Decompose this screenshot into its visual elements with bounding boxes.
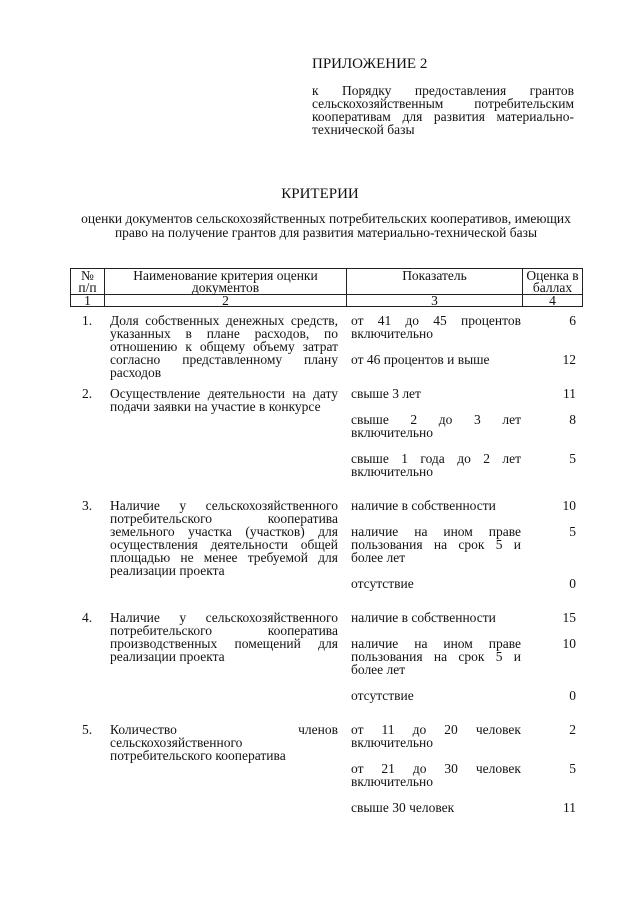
indicator-text: наличие на ином праве пользования на срок 5 и более лет [351,524,521,565]
indicator-text: от 41 до 45 процентов включительно [351,313,521,341]
criterion-row [70,499,582,590]
indicator-row [351,413,582,439]
indicator-score: 5 [569,524,576,539]
appendix-title: ПРИЛОЖЕНИЕ 2 [312,56,428,72]
criterion-name: Наличие у сельскохозяйственного потребительского кооператива земельного участка (участков) для осуществления деятельности общей площадью не менее требуемой для реализации проекта [110,498,338,578]
criterion-name: Наличие у сельскохозяйственного потребительского кооператива производственных помещений для реализации проекта [110,610,338,664]
indicator-row [351,499,582,512]
indicator-list [351,387,582,478]
criterion-row [70,313,582,380]
indicator-score: 11 [563,800,576,815]
header-number: № п/п [71,269,105,295]
header-criterion: Наименование критерия оценки документов [105,269,347,295]
header-indicator: Показатель [347,269,523,295]
criteria-table-header [70,268,583,307]
indicator-text: отсутствие [351,688,414,703]
criterion-name: Осуществление деятельности на дату подачи заявки на участие в конкурсе [110,386,338,414]
indicator-text: наличие в собственности [351,498,496,513]
criteria-rows [70,314,582,827]
indicator-score: 6 [569,313,576,328]
indicator-row [351,762,582,788]
indicator-score: 0 [569,688,576,703]
appendix-reference: к Порядку предоставления грантов сельскохозяйственным потребительским кооперативам для развития материально-технической базы [312,83,574,137]
indicator-row [351,611,582,624]
indicator-score: 12 [562,352,576,367]
indicator-score: 8 [569,412,576,427]
indicator-row [351,689,582,702]
indicator-list [351,723,582,814]
indicator-row [351,801,582,814]
indicator-score: 10 [562,636,576,651]
criterion-number: 1. [82,313,93,328]
criterion-name: Доля собственных денежных средств, указанных в плане расходов, по отношению к общему объему затрат согласно представленному плану расходов [110,313,338,380]
indicator-row [351,314,582,340]
indicator-score: 5 [569,761,576,776]
indicator-row [351,353,582,366]
indicator-text: свыше 2 до 3 лет включительно [351,412,521,440]
indicator-score: 0 [569,576,576,591]
column-number-4: 4 [523,295,583,307]
indicator-text: наличие на ином праве пользования на срок 5 и более лет [351,636,521,677]
indicator-row [351,387,582,400]
indicator-text: от 46 процентов и выше [351,352,490,367]
indicator-text: отсутствие [351,576,414,591]
document-subheading: оценки документов сельскохозяйственных потребительских кооперативов, имеющих право на получение грантов для развития материально-технической базы [81,211,571,240]
indicator-text: свыше 30 человек [351,800,455,815]
indicator-row [351,525,582,564]
criterion-row [70,611,582,702]
indicator-list [351,611,582,702]
indicator-score: 11 [563,386,576,401]
indicator-list [351,499,582,590]
indicator-score: 10 [562,498,576,513]
document-heading: КРИТЕРИИ [281,186,359,202]
column-number-3: 3 [347,295,523,307]
criterion-number: 3. [82,498,93,513]
indicator-text: наличие в собственности [351,610,496,625]
indicator-row [351,723,582,749]
indicator-row [351,452,582,478]
indicator-text: свыше 3 лет [351,386,421,401]
criterion-number: 4. [82,610,93,625]
criterion-row [70,387,582,478]
indicator-score: 2 [569,722,576,737]
indicator-row [351,577,582,590]
indicator-list [351,314,582,366]
indicator-row [351,637,582,676]
indicator-text: от 11 до 20 человек включительно [351,722,521,750]
header-score: Оценка в баллах [523,269,583,295]
criterion-name: Количество членов сельскохозяйственного потребительского кооператива [110,722,338,763]
criterion-number: 5. [82,722,93,737]
appendix-block [312,58,574,136]
column-number-1: 1 [71,295,105,307]
criterion-number: 2. [82,386,93,401]
criterion-row [70,723,582,814]
indicator-text: от 21 до 30 человек включительно [351,761,521,789]
indicator-score: 15 [562,610,576,625]
indicator-score: 5 [569,451,576,466]
indicator-text: свыше 1 года до 2 лет включительно [351,451,521,479]
column-number-2: 2 [105,295,347,307]
